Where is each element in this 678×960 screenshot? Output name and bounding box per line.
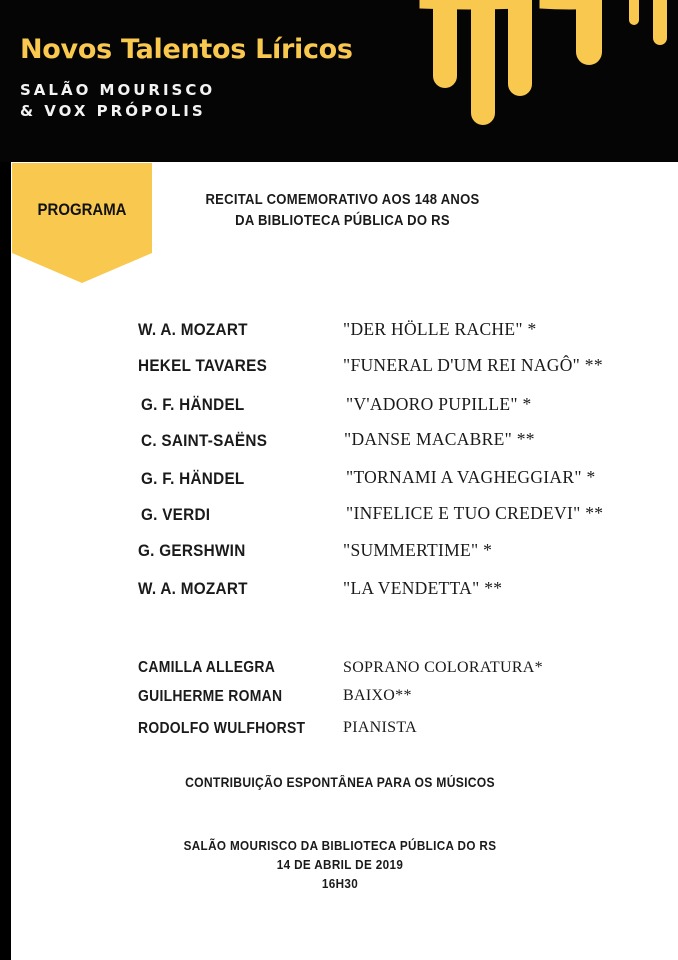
composer-name: G. VERDI: [141, 505, 211, 524]
piece-title: "FUNERAL D'UM REI NAGÔ" **: [343, 355, 603, 375]
composer-name: W. A. MOZART: [138, 320, 248, 339]
composer-name: G. GERSHWIN: [138, 541, 246, 560]
piece-title: "DANSE MACABRE" **: [344, 429, 535, 449]
recital-heading-line-2: DA BIBLIOTECA PÚBLICA DO RS: [235, 213, 450, 229]
event-date: 14 DE ABRIL DE 2019: [276, 857, 404, 872]
recital-heading-line-1: RECITAL COMEMORATIVO AOS 148 ANOS: [205, 192, 480, 208]
performer-name: CAMILLA ALLEGRA: [138, 659, 276, 676]
piece-title: "INFELICE E TUO CREDEVI" **: [346, 503, 604, 523]
composer-name: G. F. HÄNDEL: [141, 469, 245, 488]
piece-title: "V'ADORO PUPILLE" *: [346, 394, 532, 414]
subtitle-line-2: & VOX PRÓPOLIS: [20, 102, 206, 120]
composer-name: G. F. HÄNDEL: [141, 395, 245, 414]
composer-name: HEKEL TAVARES: [138, 356, 268, 375]
subtitle-line-1: SALÃO MOURISCO: [20, 81, 216, 99]
performer-name: RODOLFO WULFHORST: [138, 720, 306, 737]
composer-name: C. SAINT-SAËNS: [141, 431, 268, 450]
piece-title: "TORNAMI A VAGHEGGIAR" *: [346, 467, 596, 487]
header-band: [0, 0, 678, 162]
performer-role: PIANISTA: [343, 719, 418, 736]
performer-name: GUILHERME ROMAN: [138, 688, 283, 705]
piece-title: "DER HÖLLE RACHE" *: [343, 319, 537, 339]
piece-title: "SUMMERTIME" *: [343, 540, 493, 560]
contribution-note: CONTRIBUIÇÃO ESPONTÂNEA PARA OS MÚSICOS: [185, 775, 495, 790]
recital-heading: [192, 190, 494, 232]
event-time: 16H30: [321, 876, 359, 891]
piece-title: "LA VENDETTA" **: [343, 578, 503, 598]
performer-role: BAIXO**: [343, 687, 412, 704]
poster-title: Novos Talentos Líricos: [20, 34, 353, 65]
composer-name: W. A. MOZART: [138, 579, 248, 598]
venue-place: SALÃO MOURISCO DA BIBLIOTECA PÚBLICA DO RS: [183, 838, 497, 853]
performer-role: SOPRANO COLORATURA*: [343, 659, 543, 676]
ribbon-label: PROGRAMA: [37, 200, 127, 219]
